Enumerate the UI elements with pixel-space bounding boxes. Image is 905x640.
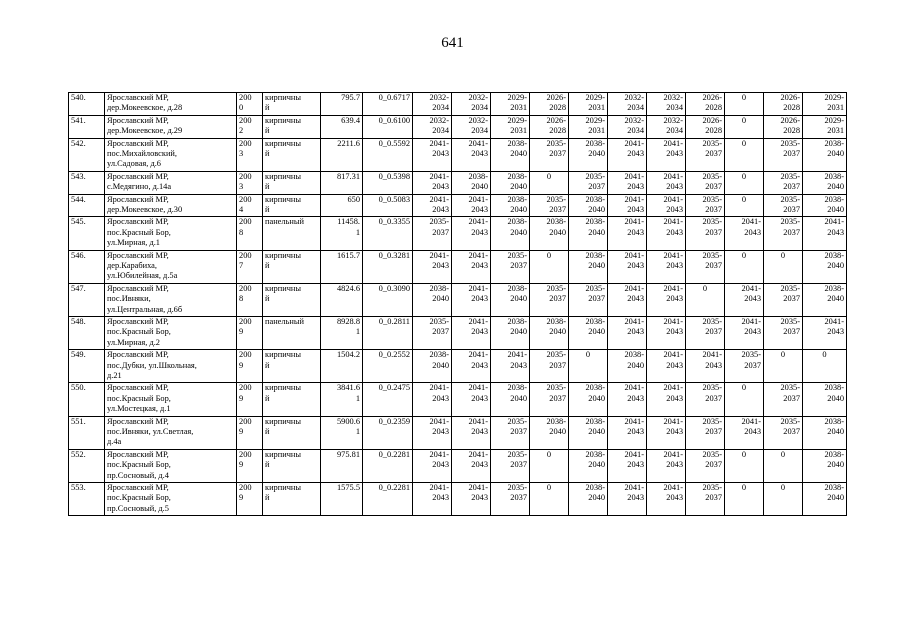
range-cell: 0: [764, 250, 803, 283]
range-cell: 2038- 2040: [803, 482, 847, 515]
index-cell: 0_0.5592: [363, 138, 413, 171]
range-cell: 2038- 2040: [569, 449, 608, 482]
area-cell: 2211.6: [321, 138, 363, 171]
range-cell: 2035- 2037: [764, 283, 803, 316]
index-cell: 0_0.2475: [363, 383, 413, 416]
area-cell: 5900.6 1: [321, 416, 363, 449]
index-cell: 0_0.2811: [363, 316, 413, 349]
range-cell: 2035- 2037: [686, 171, 725, 194]
range-cell: 2041- 2043: [647, 416, 686, 449]
table-row: [69, 194, 847, 217]
table-row: [69, 217, 847, 250]
range-cell: 2041- 2043: [647, 171, 686, 194]
year-cell: 200 4: [237, 194, 263, 217]
range-cell: 0: [725, 93, 764, 116]
range-cell: 2035- 2037: [413, 217, 452, 250]
range-cell: 2038- 2040: [803, 416, 847, 449]
index-cell: 0_0.3090: [363, 283, 413, 316]
range-cell: 2032- 2034: [413, 93, 452, 116]
area-cell: 1615.7: [321, 250, 363, 283]
address-cell: Ярославский МР, пос.Красный Бор, ул.Мирная, д.1: [105, 217, 237, 250]
range-cell: 2029- 2031: [491, 115, 530, 138]
address-cell: Ярославский МР, дер.Мокеевское, д.30: [105, 194, 237, 217]
range-cell: 2035- 2037: [530, 350, 569, 383]
range-cell: 2041- 2043: [725, 316, 764, 349]
range-cell: 2038- 2040: [491, 194, 530, 217]
range-cell: 2035- 2037: [686, 217, 725, 250]
row-number: 546.: [69, 250, 105, 283]
area-cell: 4824.6: [321, 283, 363, 316]
range-cell: 2038- 2040: [491, 316, 530, 349]
year-cell: 200 9: [237, 350, 263, 383]
range-cell: 2026- 2028: [686, 115, 725, 138]
range-cell: 2041- 2043: [452, 482, 491, 515]
range-cell: 2041- 2043: [608, 449, 647, 482]
year-cell: 200 8: [237, 217, 263, 250]
range-cell: 2041- 2043: [413, 482, 452, 515]
index-cell: 0_0.6717: [363, 93, 413, 116]
range-cell: 2035- 2037: [764, 194, 803, 217]
range-cell: 2035- 2037: [491, 482, 530, 515]
table-row: [69, 115, 847, 138]
range-cell: 2041- 2043: [803, 316, 847, 349]
range-cell: 2041- 2043: [491, 350, 530, 383]
range-cell: 2041- 2043: [608, 283, 647, 316]
range-cell: 2035- 2037: [491, 449, 530, 482]
range-cell: 2035- 2037: [764, 138, 803, 171]
page-number: 641: [441, 35, 464, 51]
range-cell: 2038- 2040: [491, 383, 530, 416]
index-cell: 0_0.3281: [363, 250, 413, 283]
range-cell: 0: [725, 138, 764, 171]
range-cell: 2041- 2043: [452, 138, 491, 171]
range-cell: 2041- 2043: [608, 194, 647, 217]
range-cell: 2038- 2040: [803, 171, 847, 194]
index-cell: 0_0.2359: [363, 416, 413, 449]
range-cell: 2035- 2037: [764, 383, 803, 416]
address-cell: Ярославский МР, с.Медягино, д.14а: [105, 171, 237, 194]
table-row: [69, 383, 847, 416]
range-cell: 2035- 2037: [764, 316, 803, 349]
range-cell: 2035- 2037: [686, 449, 725, 482]
range-cell: 2038- 2040: [569, 217, 608, 250]
range-cell: 2029- 2031: [803, 93, 847, 116]
range-cell: 2029- 2031: [803, 115, 847, 138]
range-cell: 0: [725, 250, 764, 283]
row-number: 542.: [69, 138, 105, 171]
range-cell: 0: [764, 350, 803, 383]
table-row: [69, 350, 847, 383]
range-cell: 2038- 2040: [803, 449, 847, 482]
address-cell: Ярославский МР, пос.Дубки, ул.Школьная, д.21: [105, 350, 237, 383]
range-cell: 0: [530, 171, 569, 194]
range-cell: 2029- 2031: [491, 93, 530, 116]
range-cell: 2035- 2037: [530, 138, 569, 171]
range-cell: 2041- 2043: [413, 171, 452, 194]
range-cell: 2041- 2043: [647, 316, 686, 349]
material-cell: панельный: [263, 316, 321, 349]
range-cell: 2041- 2043: [647, 194, 686, 217]
range-cell: 2032- 2034: [647, 115, 686, 138]
range-cell: 2041- 2043: [452, 383, 491, 416]
range-cell: 2032- 2034: [452, 93, 491, 116]
range-cell: 2038- 2040: [803, 138, 847, 171]
address-cell: Ярославский МР, пос.Красный Бор, ул.Мирная, д.2: [105, 316, 237, 349]
range-cell: 2041- 2043: [452, 449, 491, 482]
range-cell: 2038- 2040: [530, 416, 569, 449]
year-cell: 200 9: [237, 416, 263, 449]
range-cell: 2041- 2043: [608, 482, 647, 515]
row-number: 541.: [69, 115, 105, 138]
table-row: [69, 449, 847, 482]
index-cell: 0_0.2552: [363, 350, 413, 383]
year-cell: 200 2: [237, 115, 263, 138]
range-cell: 2041- 2043: [725, 416, 764, 449]
material-cell: кирпичны й: [263, 482, 321, 515]
material-cell: кирпичны й: [263, 171, 321, 194]
material-cell: кирпичны й: [263, 194, 321, 217]
range-cell: 2038- 2040: [803, 283, 847, 316]
range-cell: 2035- 2037: [686, 482, 725, 515]
range-cell: 2026- 2028: [530, 93, 569, 116]
range-cell: 2035- 2037: [686, 250, 725, 283]
area-cell: 639.4: [321, 115, 363, 138]
range-cell: 2026- 2028: [764, 115, 803, 138]
range-cell: 2041- 2043: [452, 194, 491, 217]
year-cell: 200 9: [237, 482, 263, 515]
range-cell: 2026- 2028: [686, 93, 725, 116]
range-cell: 2035- 2037: [686, 316, 725, 349]
range-cell: 2035- 2037: [764, 171, 803, 194]
range-cell: 2038- 2040: [413, 350, 452, 383]
material-cell: панельный: [263, 217, 321, 250]
table-row: [69, 416, 847, 449]
row-number: 553.: [69, 482, 105, 515]
table-body: [69, 93, 847, 516]
row-number: 550.: [69, 383, 105, 416]
range-cell: 2035- 2037: [686, 194, 725, 217]
row-number: 551.: [69, 416, 105, 449]
year-cell: 200 8: [237, 283, 263, 316]
range-cell: 2041- 2043: [413, 383, 452, 416]
range-cell: 2035- 2037: [725, 350, 764, 383]
range-cell: 2041- 2043: [452, 416, 491, 449]
row-number: 552.: [69, 449, 105, 482]
range-cell: 2041- 2043: [647, 449, 686, 482]
address-cell: Ярославский МР, пос.Красный Бор, пр.Сосновый, д.4: [105, 449, 237, 482]
range-cell: 2041- 2043: [452, 217, 491, 250]
row-number: 544.: [69, 194, 105, 217]
range-cell: 2041- 2043: [647, 482, 686, 515]
range-cell: 0: [725, 194, 764, 217]
table-row: [69, 250, 847, 283]
range-cell: 2038- 2040: [491, 171, 530, 194]
range-cell: 2041- 2043: [647, 383, 686, 416]
address-cell: Ярославский МР, дер.Мокеевское, д.29: [105, 115, 237, 138]
range-cell: 2026- 2028: [764, 93, 803, 116]
range-cell: 2035- 2037: [491, 250, 530, 283]
range-cell: 0: [530, 482, 569, 515]
range-cell: 2038- 2040: [491, 138, 530, 171]
range-cell: 2032- 2034: [608, 115, 647, 138]
table-row: [69, 93, 847, 116]
range-cell: 2035- 2037: [491, 416, 530, 449]
address-cell: Ярославский МР, дер.Карабиха, ул.Юбилейная, д.5а: [105, 250, 237, 283]
range-cell: 2038- 2040: [413, 283, 452, 316]
range-cell: 2038- 2040: [569, 383, 608, 416]
range-cell: 2032- 2034: [452, 115, 491, 138]
range-cell: 2035- 2037: [530, 383, 569, 416]
area-cell: 795.7: [321, 93, 363, 116]
row-number: 547.: [69, 283, 105, 316]
range-cell: 2041- 2043: [608, 383, 647, 416]
range-cell: 2038- 2040: [569, 250, 608, 283]
index-cell: 0_0.3355: [363, 217, 413, 250]
range-cell: 2035- 2037: [530, 194, 569, 217]
address-cell: Ярославский МР, пос.Ивняки, ул.Светлая, д.4а: [105, 416, 237, 449]
range-cell: 2038- 2040: [803, 383, 847, 416]
range-cell: 2038- 2040: [530, 316, 569, 349]
range-cell: 2041- 2043: [647, 138, 686, 171]
range-cell: 0: [725, 115, 764, 138]
index-cell: 0_0.5083: [363, 194, 413, 217]
area-cell: 817.31: [321, 171, 363, 194]
range-cell: 2041- 2043: [413, 449, 452, 482]
housing-table: [68, 92, 847, 516]
range-cell: 2026- 2028: [530, 115, 569, 138]
range-cell: 2041- 2043: [413, 416, 452, 449]
index-cell: 0_0.2281: [363, 482, 413, 515]
range-cell: 2029- 2031: [569, 93, 608, 116]
index-cell: 0_0.6100: [363, 115, 413, 138]
year-cell: 200 3: [237, 171, 263, 194]
range-cell: 2041- 2043: [608, 171, 647, 194]
range-cell: 2041- 2043: [452, 350, 491, 383]
range-cell: 2035- 2037: [764, 416, 803, 449]
year-cell: 200 7: [237, 250, 263, 283]
range-cell: 0: [530, 250, 569, 283]
range-cell: 2041- 2043: [647, 217, 686, 250]
material-cell: кирпичны й: [263, 383, 321, 416]
range-cell: 0: [530, 449, 569, 482]
row-number: 545.: [69, 217, 105, 250]
range-cell: 2038- 2040: [530, 217, 569, 250]
area-cell: 650: [321, 194, 363, 217]
range-cell: 2038- 2040: [491, 217, 530, 250]
range-cell: 0: [725, 383, 764, 416]
range-cell: 2035- 2037: [764, 217, 803, 250]
range-cell: 0: [725, 449, 764, 482]
range-cell: 2032- 2034: [647, 93, 686, 116]
range-cell: 2038- 2040: [452, 171, 491, 194]
address-cell: Ярославский МР, пос.Ивняки, ул.Центральная, д.6б: [105, 283, 237, 316]
area-cell: 1575.5: [321, 482, 363, 515]
range-cell: 2038- 2040: [569, 416, 608, 449]
area-cell: 8928.8 1: [321, 316, 363, 349]
year-cell: 200 9: [237, 383, 263, 416]
table-row: [69, 283, 847, 316]
range-cell: 2041- 2043: [686, 350, 725, 383]
table-row: [69, 482, 847, 515]
range-cell: 2041- 2043: [452, 316, 491, 349]
row-number: 540.: [69, 93, 105, 116]
range-cell: 2041- 2043: [647, 283, 686, 316]
range-cell: 2029- 2031: [569, 115, 608, 138]
range-cell: 2035- 2037: [530, 283, 569, 316]
table-row: [69, 171, 847, 194]
range-cell: 0: [764, 449, 803, 482]
range-cell: 2041- 2043: [608, 250, 647, 283]
range-cell: 0: [686, 283, 725, 316]
row-number: 549.: [69, 350, 105, 383]
range-cell: 2035- 2037: [413, 316, 452, 349]
address-cell: Ярославский МР, пос.Красный Бор, ул.Мостецкая, д.1: [105, 383, 237, 416]
range-cell: 2041- 2043: [452, 283, 491, 316]
range-cell: 2035- 2037: [569, 283, 608, 316]
table-row: [69, 138, 847, 171]
range-cell: 2041- 2043: [413, 194, 452, 217]
range-cell: 2038- 2040: [803, 250, 847, 283]
range-cell: 2032- 2034: [608, 93, 647, 116]
address-cell: Ярославский МР, пос.Красный Бор, пр.Сосновый, д.5: [105, 482, 237, 515]
range-cell: 2041- 2043: [413, 250, 452, 283]
range-cell: 2041- 2043: [608, 217, 647, 250]
material-cell: кирпичны й: [263, 93, 321, 116]
area-cell: 975.81: [321, 449, 363, 482]
row-number: 548.: [69, 316, 105, 349]
area-cell: 11458. 1: [321, 217, 363, 250]
range-cell: 2041- 2043: [608, 316, 647, 349]
range-cell: 2035- 2037: [686, 383, 725, 416]
material-cell: кирпичны й: [263, 115, 321, 138]
range-cell: 2041- 2043: [647, 350, 686, 383]
table-row: [69, 316, 847, 349]
range-cell: 2038- 2040: [569, 316, 608, 349]
area-cell: 1504.2: [321, 350, 363, 383]
range-cell: 2041- 2043: [725, 283, 764, 316]
range-cell: 2041- 2043: [413, 138, 452, 171]
range-cell: 2032- 2034: [413, 115, 452, 138]
material-cell: кирпичны й: [263, 416, 321, 449]
year-cell: 200 0: [237, 93, 263, 116]
range-cell: 2041- 2043: [608, 138, 647, 171]
material-cell: кирпичны й: [263, 283, 321, 316]
material-cell: кирпичны й: [263, 350, 321, 383]
range-cell: 2038- 2040: [491, 283, 530, 316]
year-cell: 200 3: [237, 138, 263, 171]
address-cell: Ярославский МР, пос.Михайловский, ул.Садовая, д.6: [105, 138, 237, 171]
range-cell: 2038- 2040: [569, 194, 608, 217]
material-cell: кирпичны й: [263, 138, 321, 171]
material-cell: кирпичны й: [263, 449, 321, 482]
range-cell: 0: [569, 350, 608, 383]
index-cell: 0_0.2281: [363, 449, 413, 482]
range-cell: 2035- 2037: [686, 138, 725, 171]
index-cell: 0_0.5398: [363, 171, 413, 194]
year-cell: 200 9: [237, 449, 263, 482]
address-cell: Ярославский МР, дер.Мокеевское, д.28: [105, 93, 237, 116]
material-cell: кирпичны й: [263, 250, 321, 283]
range-cell: 2041- 2043: [725, 217, 764, 250]
range-cell: 2035- 2037: [569, 171, 608, 194]
range-cell: 2035- 2037: [686, 416, 725, 449]
area-cell: 3841.6 1: [321, 383, 363, 416]
range-cell: 2038- 2040: [569, 138, 608, 171]
range-cell: 0: [764, 482, 803, 515]
range-cell: 2041- 2043: [803, 217, 847, 250]
range-cell: 0: [725, 171, 764, 194]
range-cell: 0: [725, 482, 764, 515]
row-number: 543.: [69, 171, 105, 194]
range-cell: 0: [803, 350, 847, 383]
range-cell: 2041- 2043: [647, 250, 686, 283]
range-cell: 2038- 2040: [608, 350, 647, 383]
range-cell: 2038- 2040: [569, 482, 608, 515]
year-cell: 200 9: [237, 316, 263, 349]
range-cell: 2038- 2040: [803, 194, 847, 217]
range-cell: 2041- 2043: [608, 416, 647, 449]
range-cell: 2041- 2043: [452, 250, 491, 283]
